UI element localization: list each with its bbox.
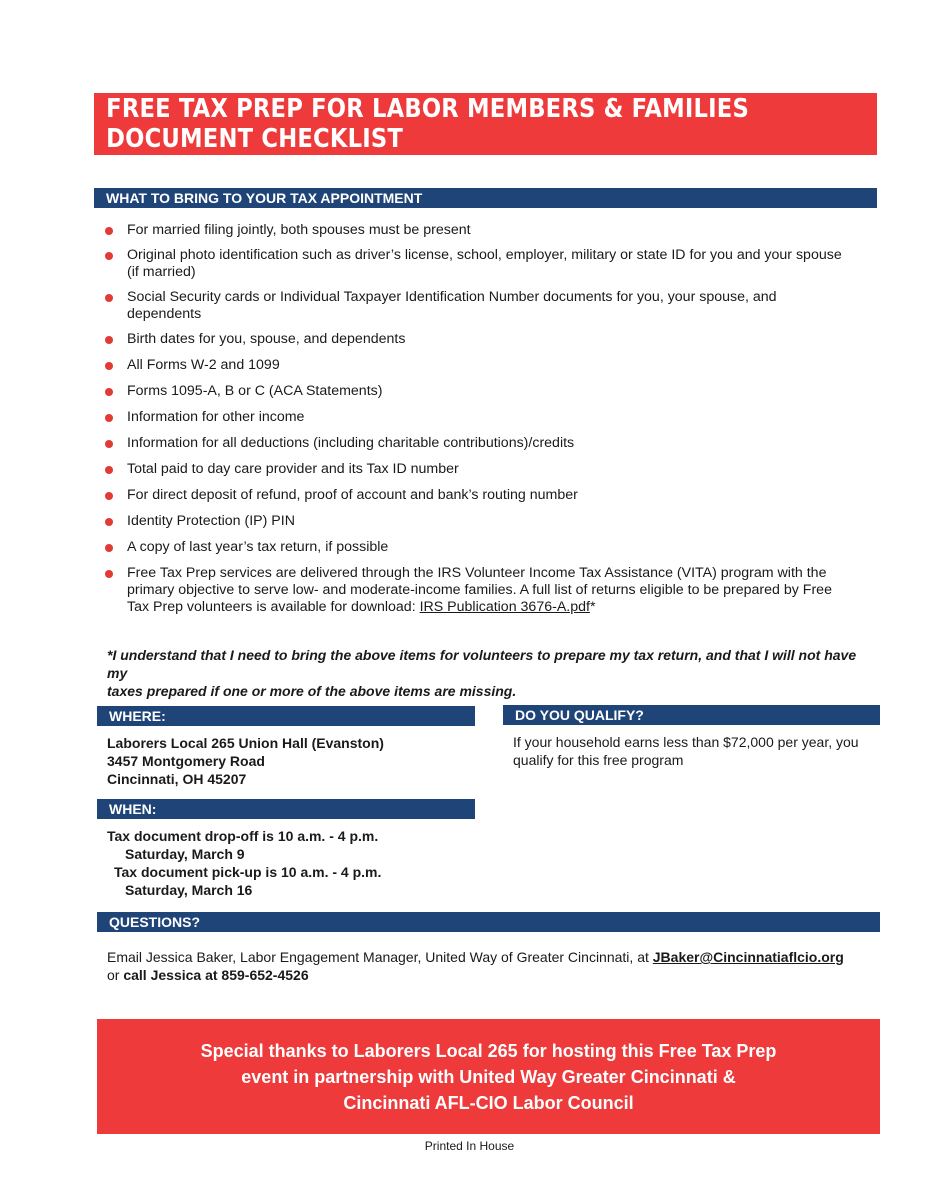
thanks-banner: Special thanks to Laborers Local 265 for hosting this Free Tax Prep event in partnership with United Way Greater Cincinnati & Cincinnati AFL-CIO Labor Council (97, 1019, 880, 1134)
bullet-icon (105, 518, 113, 526)
section-heading-label: DO YOU QUALIFY? (515, 707, 644, 723)
bullet-icon (105, 336, 113, 344)
page-title: FREE TAX PREP FOR LABOR MEMBERS & FAMILIES DOCUMENT CHECKLIST (106, 94, 750, 154)
qualify-text: If your household earns less than $72,000 per year, you qualify for this free program (513, 734, 859, 768)
section-heading-label: QUESTIONS? (109, 914, 201, 930)
bullet-icon (105, 294, 113, 302)
checklist-item: Identity Protection (IP) PIN (104, 513, 864, 530)
section-header-questions (97, 912, 880, 932)
checklist-item: All Forms W-2 and 1099 (104, 357, 864, 374)
contact-email-link[interactable]: JBaker@Cincinnatiaflcio.org (652, 949, 844, 965)
questions-contact: Email Jessica Baker, Labor Engagement Manager, United Way of Greater Cincinnati, at JBaker@Cincinnatiaflcio.org or call Jessica at 859-652-4526 (107, 949, 844, 983)
section-heading-label: WHEN: (109, 801, 157, 817)
when-schedule: Tax document drop-off is 10 a.m. - 4 p.m. Saturday, March 9 Tax document pick-up is 10 a.m. - 4 p.m. Saturday, March 16 (107, 828, 382, 898)
checklist-item: Original photo identification such as driver’s license, school, employer, military or state ID for you and your spouse (if married) (104, 247, 864, 281)
checklist-item: Information for other income (104, 409, 864, 426)
bullet-icon (105, 414, 113, 422)
bullet-icon (105, 252, 113, 260)
section-header-where (97, 706, 475, 726)
contact-phone: call Jessica at 859-652-4526 (123, 967, 309, 983)
checklist (104, 222, 864, 616)
section-header-when (97, 799, 475, 819)
bullet-icon (105, 570, 113, 578)
section-heading-label: WHAT TO BRING TO YOUR TAX APPOINTMENT (106, 190, 423, 206)
bullet-icon (105, 227, 113, 235)
bullet-icon (105, 544, 113, 552)
title-banner (94, 93, 877, 155)
bullet-icon (105, 466, 113, 474)
irs-publication-link[interactable]: IRS Publication 3676-A.pdf (419, 599, 590, 615)
bullet-icon (105, 362, 113, 370)
checklist-item-vita: Free Tax Prep services are delivered through the IRS Volunteer Income Tax Assistance (VITA) program with the primary objective to serve low- and moderate-income families. A full list of returns eligible to be prepared by Free Tax Prep volunteers is available for download: IRS Publication 3676-A.pdf* (104, 565, 864, 616)
checklist-item: Information for all deductions (including charitable contributions)/credits (104, 435, 864, 452)
section-header-what-to-bring (94, 188, 877, 208)
checklist-item: Birth dates for you, spouse, and dependents (104, 331, 864, 348)
bullet-icon (105, 440, 113, 448)
checklist-item: Social Security cards or Individual Taxpayer Identification Number documents for you, your spouse, and dependents (104, 289, 864, 323)
section-heading-label: WHERE: (109, 708, 166, 724)
checklist-item: For direct deposit of refund, proof of account and bank’s routing number (104, 487, 864, 504)
bullet-icon (105, 492, 113, 500)
checklist-item: A copy of last year’s tax return, if possible (104, 539, 864, 556)
checklist-item: Total paid to day care provider and its Tax ID number (104, 461, 864, 478)
checklist-item: Forms 1095-A, B or C (ACA Statements) (104, 383, 864, 400)
acknowledgement-note: *I understand that I need to bring the above items for volunteers to prepare my tax return, and that I will not have my taxes prepared if one or more of the above items are missing. (107, 647, 857, 699)
where-address: Laborers Local 265 Union Hall (Evanston) 3457 Montgomery Road Cincinnati, OH 45207 (107, 735, 384, 787)
bullet-icon (105, 388, 113, 396)
section-header-qualify (503, 705, 880, 725)
footer-printed-in-house: Printed In House (424, 1139, 515, 1153)
checklist-item: For married filing jointly, both spouses must be present (104, 222, 864, 239)
